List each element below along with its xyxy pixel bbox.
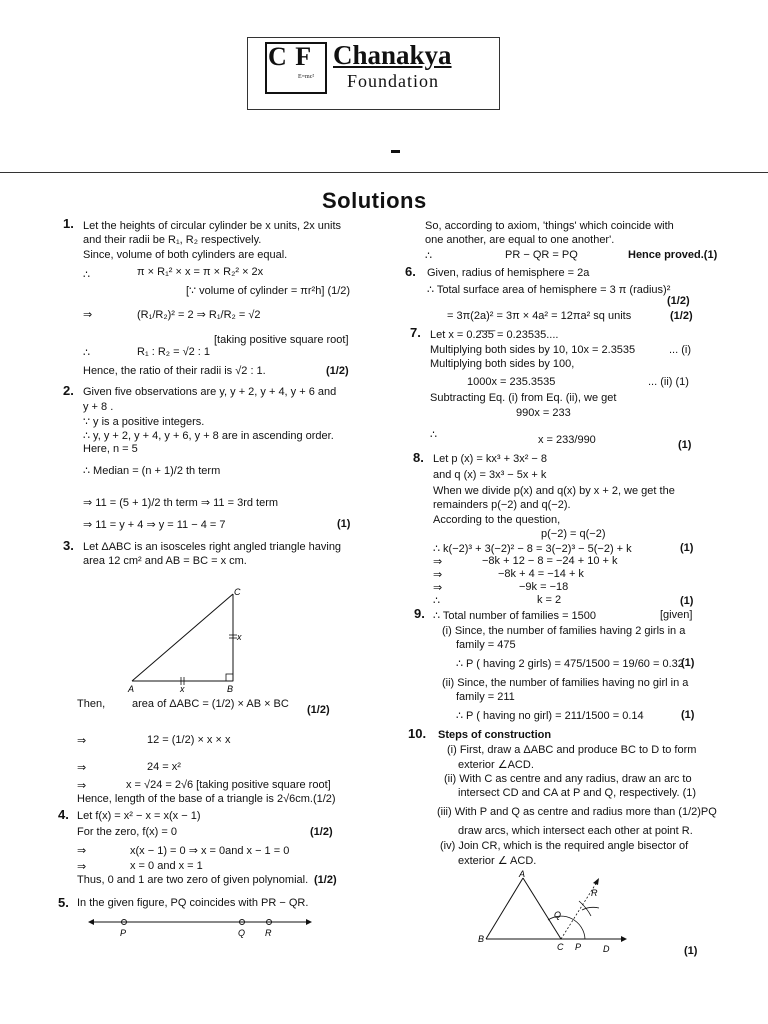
side-ac (132, 594, 233, 681)
text-line: Hence, the ratio of their radii is √2 : 1. (83, 365, 266, 377)
text-line: Multiplying both sides by 10, 10x = 2.3535 (430, 344, 636, 356)
label-d: D (603, 944, 610, 954)
text-line: PR − QR = PQ (505, 249, 578, 261)
question-number: 4. (58, 807, 69, 822)
text-line: ∴ (83, 269, 90, 281)
text-line: p(−2) = q(−2) (541, 528, 606, 540)
label-r: R (265, 928, 272, 938)
text-line: Here, n = 5 (83, 443, 138, 455)
label-a: A (519, 869, 526, 879)
text-line: ∴ (83, 347, 90, 359)
text-line: For the zero, f(x) = 0 (77, 826, 177, 838)
figure-triangle-q3 (120, 582, 260, 697)
text-line: Let f(x) = x² − x = x(x − 1) (77, 810, 201, 822)
question-number: 10. (408, 726, 427, 741)
text-line: (iii) With P and Q as centre and radius more than (1/2)PQ (437, 806, 717, 818)
figure-construction-q10 (475, 868, 635, 958)
text-line: exterior ∠ACD. (458, 759, 534, 771)
text-line: (i) First, draw a ΔABC and produce BC to D to form (447, 744, 697, 756)
arrow-right (306, 919, 312, 925)
text-line: ... (ii) (1) (648, 376, 689, 388)
text-line: (1) (680, 542, 694, 554)
text-line: (1/2) (307, 704, 330, 716)
side-ac (523, 878, 561, 939)
text-line: ⇒ (433, 569, 443, 581)
text-line: In the given figure, PQ coincides with PR − QR. (77, 897, 309, 909)
text-line: ⇒ (83, 309, 93, 321)
text-line: (1) (684, 945, 698, 957)
text-line: remainders p(−2) and q(−2). (433, 499, 571, 511)
question-number: 9. (414, 606, 425, 621)
text-line: draw arcs, which intersect each other at point R. (458, 825, 693, 837)
text-line: area 12 cm² and AB = BC = x cm. (83, 555, 247, 567)
label-x-base: x (180, 684, 185, 694)
question-number: 6. (405, 264, 416, 279)
label-b: B (478, 934, 485, 944)
text-line: ⇒ (77, 762, 87, 774)
text-line: (ii) Since, the number of families having no girl in a (442, 677, 689, 689)
text-line: Given five observations are y, y + 2, y + 4, y + 6 and (83, 386, 337, 398)
label-r: R (591, 888, 598, 898)
text-line: (R₁/R₂)² = 2 ⇒ R₁/R₂ = √2 (137, 309, 261, 321)
text-line: (1) (681, 657, 695, 669)
text-line: Then, (77, 698, 106, 710)
text-line: ⇒ (433, 582, 443, 594)
text-line: Steps of construction (438, 729, 552, 741)
text-line: (iv) Join CR, which is the required angle bisector of (440, 840, 689, 852)
text-line: exterior ∠ ACD. (458, 855, 537, 867)
text-line: and q (x) = 3x³ − 5x + k (433, 469, 547, 481)
text-line: area of ΔABC = (1/2) × AB × BC (132, 698, 289, 710)
text-line: Hence proved.(1) (628, 249, 718, 261)
text-line: (1/2) (310, 826, 333, 838)
text-line: When we divide p(x) and q(x) by x + 2, we get the (433, 485, 675, 497)
text-line: ⇒ (77, 845, 87, 857)
text-line: [taking positive square root] (214, 334, 349, 346)
text-line: x = 233/990 (538, 434, 596, 446)
label-b: B (227, 684, 234, 694)
figure-line-q5 (88, 914, 312, 938)
text-line: Given, radius of hemisphere = 2a (427, 267, 590, 279)
text-line: ⇒ 11 = (5 + 1)/2 th term ⇒ 11 = 3rd term (83, 497, 279, 509)
text-line: ∴ (433, 595, 440, 607)
text-line: ∵ y is a positive integers. (83, 416, 205, 428)
question-number: 1. (63, 216, 74, 231)
question-number: 5. (58, 895, 69, 910)
text-line: (1/2) (314, 874, 337, 886)
text-line: intersect CD and CA at P and Q, respectively. (1) (458, 787, 697, 799)
text-line: Let the heights of circular cylinder be x units, 2x units (83, 220, 342, 232)
text-line: −8k + 4 = −14 + k (498, 568, 584, 580)
label-p: P (575, 942, 582, 952)
text-line: ∴ P ( having 2 girls) = 475/1500 = 19/60 = 0.32 (456, 658, 684, 670)
text-line: −9k = −18 (519, 581, 569, 593)
text-line: Thus, 0 and 1 are two zero of given polynomial. (77, 874, 309, 886)
label-p: P (120, 928, 127, 938)
text-line: (ii) With C as centre and any radius, draw an arc to (444, 773, 692, 785)
header-dash (391, 150, 400, 153)
arrow-d (621, 936, 627, 942)
text-line: So, according to axiom, 'things' which coincide with (425, 220, 674, 232)
text-line: x(x − 1) = 0 ⇒ x = 0and x − 1 = 0 (130, 845, 290, 857)
text-line: 1000x = 235.3535 (467, 376, 556, 388)
text-line: family = 211 (456, 691, 515, 703)
text-line: x = √24 = 2√6 [taking positive square root] (126, 779, 331, 791)
logo-letters: C F (268, 42, 313, 71)
text-line: 24 = x² (147, 761, 181, 773)
text-line: Multiplying both sides by 100, (430, 358, 575, 370)
text-line: ∴ y, y + 2, y + 4, y + 6, y + 8 are in ascending order. (83, 430, 334, 442)
question-number: 3. (63, 538, 74, 553)
question-number: 8. (413, 450, 424, 465)
text-line: (1) (681, 709, 695, 721)
logo-formula: E=mc² (298, 74, 315, 80)
label-c: C (557, 942, 564, 952)
question-number: 7. (410, 325, 421, 340)
text-line: ⇒ (77, 861, 87, 873)
text-line: Let ΔABC is an isosceles right angled triangle having (83, 541, 342, 553)
arrow-r (593, 878, 599, 885)
text-line: (1/2) (326, 365, 349, 377)
text-line: ⇒ (77, 780, 87, 792)
text-line: [given] (660, 609, 693, 621)
text-line: Subtracting Eq. (i) from Eq. (ii), we get (430, 392, 617, 404)
text-line: and their radii be R₁, R₂ respectively. (83, 234, 262, 246)
text-line: (1) (678, 439, 692, 451)
text-line: 12 = (1/2) × x × x (147, 734, 231, 746)
text-line: x = 0 and x = 1 (130, 860, 203, 872)
text-line: y + 8 . (83, 401, 114, 413)
label-c: C (234, 587, 241, 597)
text-line: k = 2 (537, 594, 562, 606)
side-ab (486, 878, 523, 939)
text-line: ⇒ (77, 735, 87, 747)
text-line: (1) (337, 518, 351, 530)
text-line: Since, volume of both cylinders are equal. (83, 249, 288, 261)
label-q: Q (238, 928, 246, 938)
text-line: (i) Since, the number of families having 2 girls in a (442, 625, 686, 637)
text-line: ... (i) (669, 344, 691, 356)
text-line: ∴ Total number of families = 1500 (433, 610, 597, 622)
text-line: (1) (680, 595, 694, 607)
text-line: ∴ Median = (n + 1)/2 th term (83, 465, 221, 477)
label-q: Q (554, 910, 562, 920)
arc-r2 (582, 907, 599, 910)
arrow-left (88, 919, 94, 925)
text-line: π × R₁² × x = π × R₂² × 2x (137, 266, 264, 278)
text-line: family = 475 (456, 639, 516, 651)
question-number: 2. (63, 383, 74, 398)
text-line: Let p (x) = kx³ + 3x² − 8 (433, 453, 548, 465)
text-line: Hence, length of the base of a triangle is 2√6cm.(1/2) (77, 793, 336, 805)
text-line: ∴ P ( having no girl) = 211/1500 = 0.14 (456, 710, 644, 722)
text-line: ⇒ 11 = y + 4 ⇒ y = 11 − 4 = 7 (83, 519, 226, 531)
text-line: According to the question, (433, 514, 561, 526)
right-angle-mark (226, 674, 233, 681)
text-line: ∴ (430, 429, 437, 441)
label-x-side: x (237, 632, 242, 642)
header-rule (0, 172, 768, 173)
text-line: ∴ (425, 250, 432, 262)
text-line: 990x = 233 (516, 407, 571, 419)
label-a: A (128, 684, 135, 694)
text-line: ∴ k(−2)³ + 3(−2)² − 8 = 3(−2)³ − 5(−2) + k (433, 543, 632, 555)
text-line: = 3π(2a)² = 3π × 4a² = 12πa² sq units (447, 310, 632, 322)
page-title: Solutions (322, 188, 427, 213)
brand-subtitle: Foundation (347, 71, 440, 91)
text-line: Let x = 0.2̄3̄5̄ = 0.23535.... (430, 329, 559, 341)
text-line: (1/2) (670, 310, 693, 322)
text-line: −8k + 12 − 8 = −24 + 10 + k (482, 555, 618, 567)
text-line: ⇒ (433, 556, 443, 568)
text-line: [∵ volume of cylinder = πr²h] (1/2) (186, 285, 351, 297)
text-line: ∴ Total surface area of hemisphere = 3 π (radius)² (427, 284, 671, 296)
brand-name: Chanakya (333, 40, 452, 70)
text-line: R₁ : R₂ = √2 : 1 (137, 346, 211, 358)
text-line: one another, are equal to one another'. (425, 234, 615, 246)
text-line: (1/2) (667, 295, 690, 307)
